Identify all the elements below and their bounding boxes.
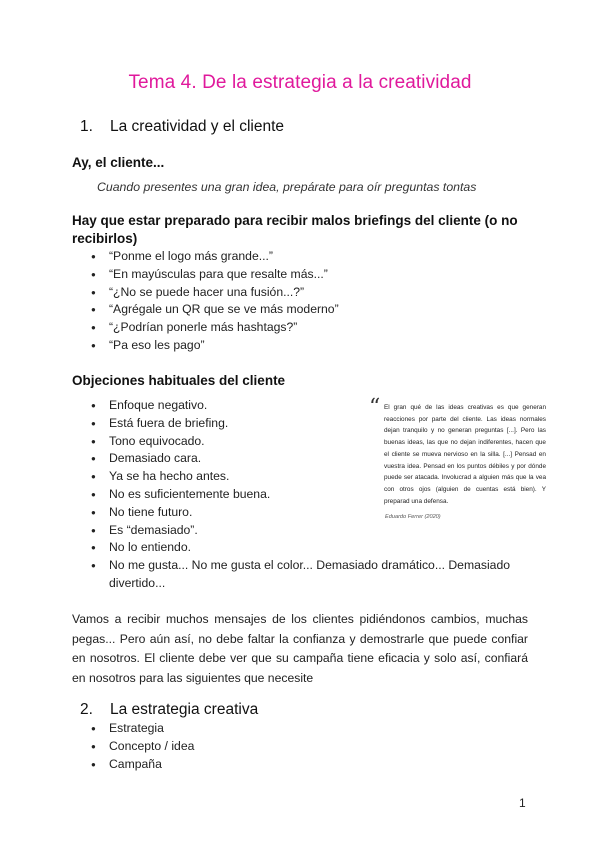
list-item: ● Es “demasiado”. [91, 522, 528, 540]
quote-mark: “ [369, 395, 381, 420]
list-item: ● No es suficientemente buena. [91, 486, 528, 504]
subheading-briefings: Hay que estar preparado para recibir malos briefings del cliente (o no recibirlos) [72, 213, 518, 246]
list-item: ● No tiene futuro. [91, 504, 528, 522]
list-item: ● Concepto / idea [91, 738, 194, 756]
section-2-heading [80, 701, 258, 719]
italic-note: Cuando presentes una gran idea, prepárate para oír preguntas tontas [97, 180, 477, 194]
section-1-title: La creatividad y el cliente [110, 118, 285, 135]
list-item: ● Tono equivocado. [91, 433, 528, 451]
list-item: ● Demasiado cara. [91, 450, 528, 468]
strategy-list [91, 720, 194, 773]
list-item: ● “Ponme el logo más grande...” [91, 248, 339, 266]
list-item: ● “¿No se puede hacer una fusión...?” [91, 284, 339, 302]
page-title: Tema 4. De la estrategia a la creatividad [128, 72, 472, 93]
section-2-title: La estrategia creativa [110, 701, 259, 718]
page-number: 1 [519, 796, 526, 810]
list-item: ● “Agrégale un QR que se ve más moderno” [91, 301, 339, 319]
quote-author: Eduardo Ferrer (2020) [385, 514, 441, 520]
list-item: ● No me gusta... No me gusta el color... Demasiado dramático... Demasiado divertido... [91, 557, 528, 593]
subheading-ay-el-cliente: Ay, el cliente... [72, 155, 165, 170]
quote-text: El gran qué de las ideas creativas es que generan reacciones por parte del cliente. Las ideas normales dejan tranquilo y no generan preguntas [...]. Pero las buenas ideas, las que no dejan indiferentes, hacen que el cliente se mueva nervioso en la silla. [...] Pensad en vuestra idea. Pensad en los puntos débiles y por dónde puede ser atacada. Involucrad a alguien más que la vea con otros ojos (alguien de cuentas está bien). Y preparad una defensa. [384, 404, 546, 505]
body-paragraph: Vamos a recibir muchos mensajes de los clientes pidiéndonos cambios, muchas pegas... Pero aún así, no debe faltar la confianza y demostrarle que puede confiar en nosotros. El cliente debe ver que su campaña tiene eficacia y solo así, confiará en nosotros para las siguientes que necesite [72, 612, 528, 685]
list-item: ● No lo entiendo. [91, 539, 528, 557]
list-item: ● “En mayúsculas para que resalte más...” [91, 266, 339, 284]
section-2-number: 2. [80, 701, 93, 718]
list-item: ● Estrategia [91, 720, 194, 738]
list-item: ● “¿Podrían ponerle más hashtags?” [91, 319, 339, 337]
section-1-number: 1. [80, 118, 93, 135]
list-item: ● “Pa eso les pago” [91, 337, 339, 355]
briefing-list [91, 248, 339, 355]
list-item: ● Ya se ha hecho antes. [91, 468, 528, 486]
section-1-heading [80, 118, 284, 136]
subheading-objections: Objeciones habituales del cliente [72, 373, 286, 388]
list-item: ● Enfoque negativo. [91, 397, 528, 415]
list-item: ● Campaña [91, 756, 194, 774]
list-item: ● Está fuera de briefing. [91, 415, 528, 433]
